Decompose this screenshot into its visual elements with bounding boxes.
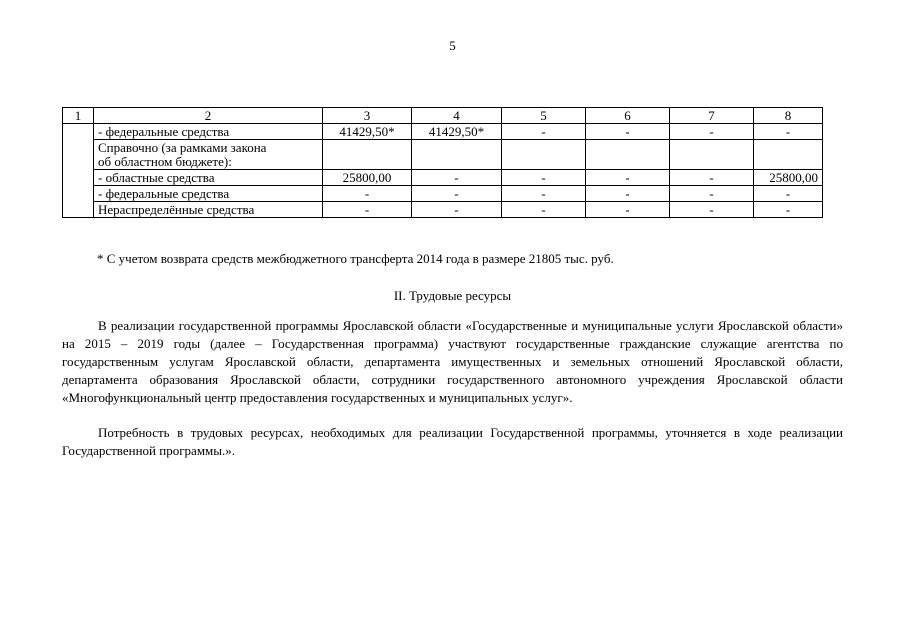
header-cell-8: 8 [754,108,823,124]
table-row [63,170,823,186]
value-cell [323,140,412,170]
value-cell: 25800,00 [323,170,412,186]
row-label: - областные средства [94,170,323,186]
page-number: 5 [449,38,456,53]
value-cell: - [323,202,412,218]
body-paragraph: Потребность в трудовых ресурсах, необходимых для реализации Государственной программы, уточняется в ходе реализации Государственной программы.». [62,425,843,458]
header-cell-2: 2 [94,108,323,124]
table-header-row [63,108,823,124]
table-footnote: * С учетом возврата средств межбюджетного трансферта 2014 года в размере 21805 тыс. руб. [97,251,614,266]
value-cell: - [412,170,502,186]
table-row [63,186,823,202]
header-cell-4: 4 [412,108,502,124]
value-cell: - [502,202,586,218]
row-label: - федеральные средства [94,186,323,202]
value-cell: - [670,186,754,202]
value-cell: - [754,124,823,140]
value-cell: 25800,00 [754,170,823,186]
value-cell: - [586,186,670,202]
value-cell: - [502,170,586,186]
value-cell: - [586,170,670,186]
budget-table [62,107,823,218]
table-row [63,140,823,170]
value-cell: - [412,186,502,202]
row-label: Нераспределённые средства [94,202,323,218]
value-cell: 41429,50* [323,124,412,140]
section-heading: II. Трудовые ресурсы [393,288,512,303]
value-cell [670,140,754,170]
row-label-line: об областном бюджете): [98,154,232,169]
value-cell: - [412,202,502,218]
header-cell-7: 7 [670,108,754,124]
header-cell-1: 1 [63,108,94,124]
header-cell-3: 3 [323,108,412,124]
value-cell: - [502,186,586,202]
value-cell [754,140,823,170]
row-label [94,140,323,170]
value-cell: - [670,170,754,186]
value-cell [586,140,670,170]
header-cell-5: 5 [502,108,586,124]
row-label-line: Справочно (за рамками закона [98,140,267,155]
value-cell: - [586,202,670,218]
value-cell: - [502,124,586,140]
body-paragraph: В реализации государственной программы Ярославской области «Государственные и муниципальные услуги Ярославской области» на 2015 – 2019 годы (далее – Государственная программа) участвуют государственные гражданские служащие агентства по государственным услугам Ярославской области, департамента имущественных и земельных отношений Ярославской области, департамента образования Ярославской области, сотрудники государственного автономного учреждения Ярославской области «Многофункциональный центр предоставления государственных и муниципальных услуг». [62,318,843,405]
empty-number-cell [63,124,94,218]
header-cell-6: 6 [586,108,670,124]
value-cell: - [323,186,412,202]
value-cell: 41429,50* [412,124,502,140]
value-cell: - [586,124,670,140]
table-row [63,124,823,140]
value-cell [412,140,502,170]
row-label: - федеральные средства [94,124,323,140]
value-cell: - [754,186,823,202]
value-cell: - [670,124,754,140]
table-row [63,202,823,218]
value-cell: - [670,202,754,218]
value-cell: - [754,202,823,218]
value-cell [502,140,586,170]
